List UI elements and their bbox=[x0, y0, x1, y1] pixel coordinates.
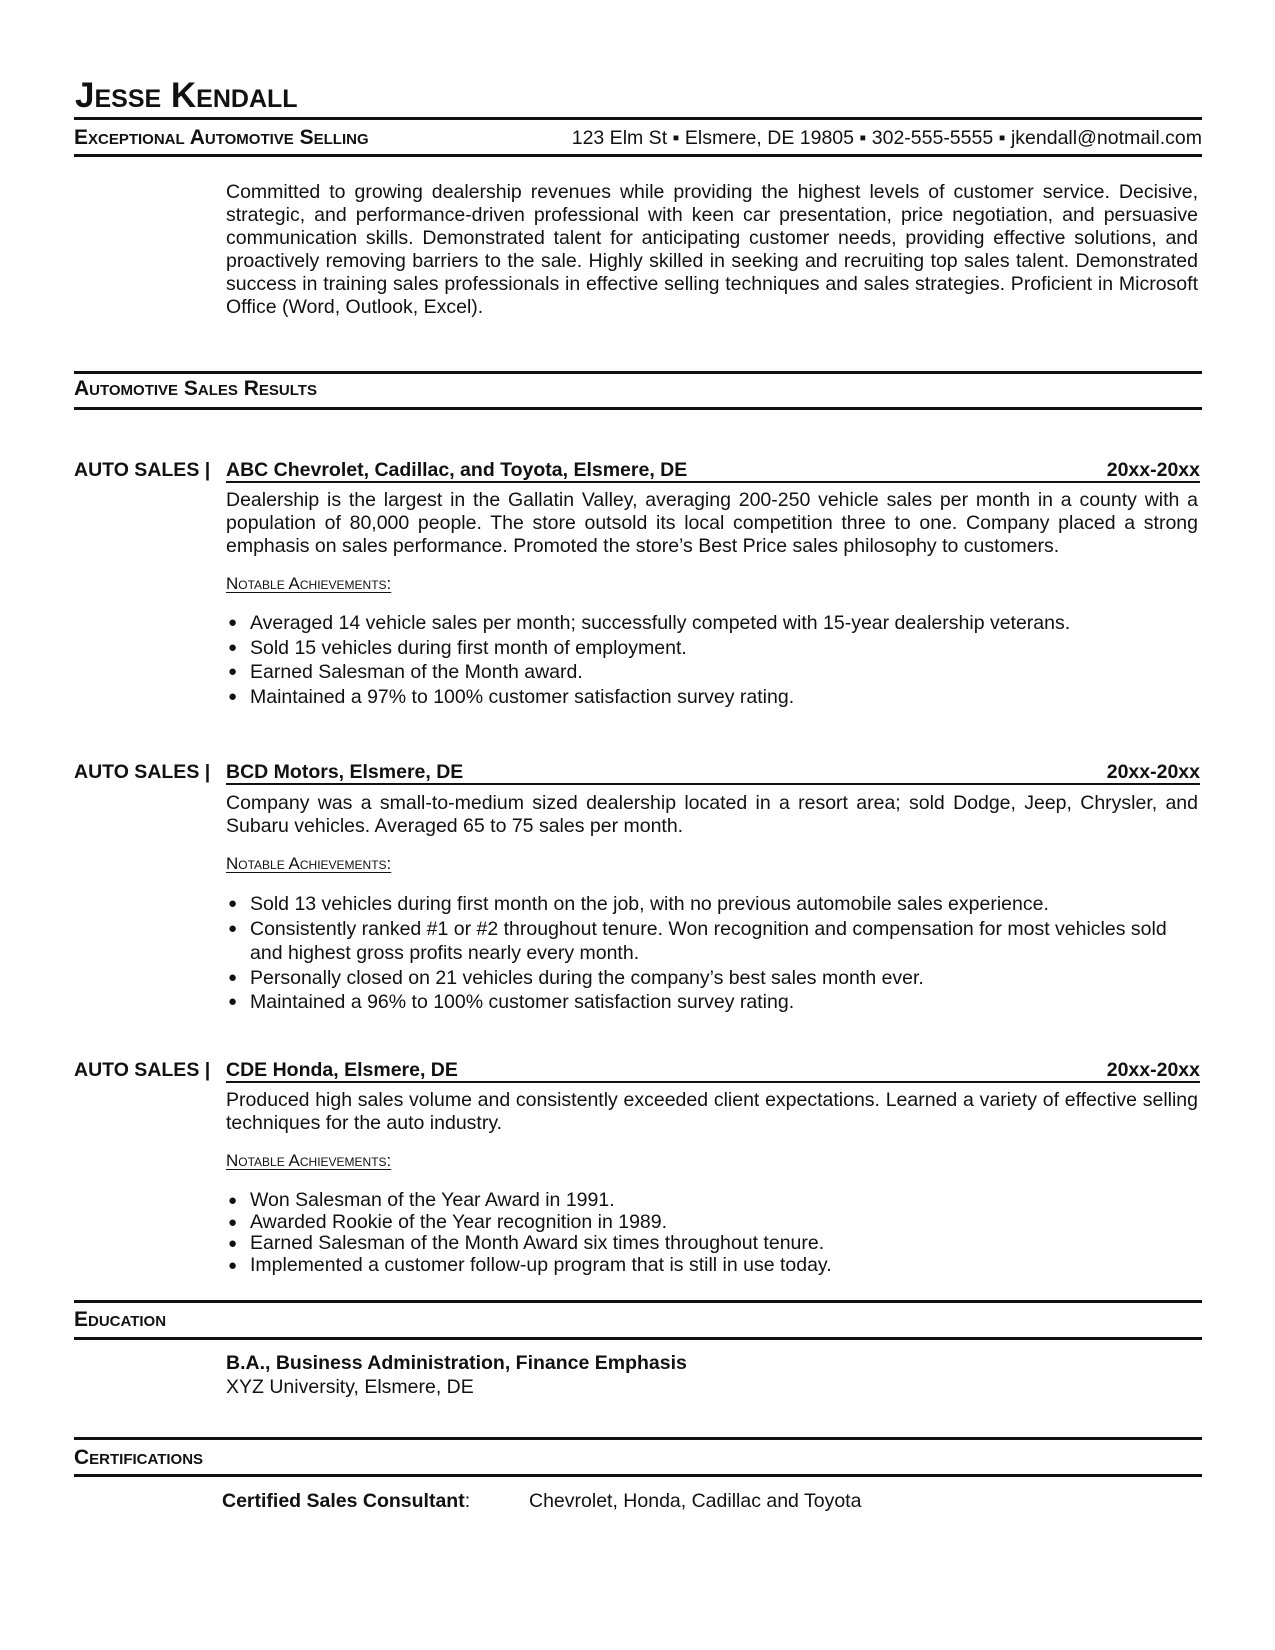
job-dates: 20xx-20xx bbox=[1106, 1059, 1200, 1081]
certification-value: Chevrolet, Honda, Cadillac and Toyota bbox=[529, 1490, 862, 1512]
section-rule-top bbox=[74, 371, 1202, 374]
list-item: ● Consistently ranked #1 or #2 throughout tenure. Won recognition and compensation for most vehicles sold and highest gross profits nearly every month. bbox=[228, 917, 1167, 964]
job-role: AUTO SALES | bbox=[74, 459, 211, 481]
separator-icon: ▪ bbox=[859, 127, 867, 149]
separator-icon: ▪ bbox=[998, 127, 1006, 149]
job-header bbox=[74, 761, 1200, 783]
bullet-icon: ● bbox=[228, 968, 238, 986]
resume-name: Jesse Kendall bbox=[75, 76, 298, 115]
section-rule-top bbox=[74, 1300, 1202, 1303]
bullet-icon: ● bbox=[228, 1192, 238, 1209]
job-description: Produced high sales volume and consistently exceeded client expectations. Learned a variety of effective selling techniques for the auto industry. bbox=[226, 1089, 1198, 1134]
job-title-underline bbox=[226, 761, 1200, 785]
section-heading-certifications: Certifications bbox=[74, 1446, 204, 1469]
list-item: ● Earned Salesman of the Month Award six times throughout tenure. bbox=[228, 1232, 825, 1254]
job-dates: 20xx-20xx bbox=[1106, 459, 1200, 481]
job-header bbox=[74, 459, 1200, 481]
bullet-icon: ● bbox=[228, 614, 238, 631]
bullet-icon: ● bbox=[228, 919, 238, 937]
bullet-icon: ● bbox=[228, 1235, 238, 1252]
job-title-underline bbox=[226, 1059, 1200, 1083]
resume-subtitle: Exceptional Automotive Selling bbox=[74, 126, 369, 149]
contact-email[interactable]: jkendall@notmail.com bbox=[1010, 127, 1202, 149]
contact-phone: 302-555-5555 bbox=[871, 127, 994, 149]
section-heading-results: Automotive Sales Results bbox=[74, 377, 317, 400]
section-heading-education: Education bbox=[74, 1308, 167, 1331]
bullet-icon: ● bbox=[228, 638, 238, 656]
list-item: ● Maintained a 97% to 100% customer satisfaction survey rating. bbox=[228, 685, 795, 708]
section-rule-bottom bbox=[74, 1474, 1202, 1477]
list-item: ● Averaged 14 vehicle sales per month; successfully competed with 15-year dealership veterans. bbox=[228, 612, 1071, 634]
list-item: ● Maintained a 96% to 100% customer satisfaction survey rating. bbox=[228, 991, 795, 1013]
contact-city: Elsmere, DE 19805 bbox=[684, 127, 854, 149]
job-description: Dealership is the largest in the Gallatin Valley, averaging 200-250 vehicle sales per month in a county with a population of 80,000 people. The store outsold its local competition three to one. Company placed a strong emphasis on sales performance. Promoted the store’s Best Price sales philosophy to customers. bbox=[226, 489, 1198, 557]
header-top-rule bbox=[74, 117, 1202, 120]
job-header bbox=[74, 1059, 1200, 1081]
job-title-underline bbox=[226, 459, 1200, 483]
section-rule-bottom bbox=[74, 407, 1202, 410]
list-item: ● Awarded Rookie of the Year recognition in 1989. bbox=[228, 1210, 668, 1233]
notable-achievements-label: Notable Achievements: bbox=[226, 854, 392, 873]
education-degree: B.A., Business Administration, Finance Emphasis bbox=[226, 1352, 687, 1374]
summary-paragraph: Committed to growing dealership revenues while providing the highest levels of customer service. Decisive, strategic, and performance-driven professional with keen car presentation, price negotiation, and persuasive communication skills. Demonstrated talent for anticipating customer needs, providing effective solutions, and proactively removing barriers to the sale. Highly skilled in seeking and recruiting top sales talent. Demonstrated success in training sales professionals in effective selling techniques and sales strategies. Proficient in Microsoft Office (Word, Outlook, Excel). bbox=[226, 181, 1198, 318]
education-school: XYZ University, Elsmere, DE bbox=[226, 1376, 474, 1398]
section-rule-bottom bbox=[74, 1337, 1202, 1340]
list-item: ● Personally closed on 21 vehicles during the company’s best sales month ever. bbox=[228, 966, 924, 989]
achievements-list bbox=[226, 892, 1198, 1015]
list-item: ● Sold 15 vehicles during first month of employment. bbox=[228, 636, 687, 659]
header-bottom-rule bbox=[74, 154, 1202, 157]
job-description: Company was a small-to-medium sized dealership located in a resort area; sold Dodge, Jeep, Chrysler, and Subaru vehicles. Averaged 65 to 75 sales per month. bbox=[226, 792, 1198, 837]
job-company: ABC Chevrolet, Cadillac, and Toyota, Elsmere, DE bbox=[226, 459, 688, 481]
contact-address: 123 Elm St bbox=[571, 127, 668, 149]
list-item: ● Earned Salesman of the Month award. bbox=[228, 661, 583, 683]
list-item: ● Won Salesman of the Year Award in 1991. bbox=[228, 1189, 615, 1211]
notable-achievements-label: Notable Achievements: bbox=[226, 574, 392, 593]
certification-label: Certified Sales Consultant: bbox=[222, 1490, 471, 1512]
contact-line bbox=[572, 126, 1202, 150]
job-company: CDE Honda, Elsmere, DE bbox=[226, 1059, 458, 1081]
achievements-list bbox=[226, 611, 1198, 709]
bullet-icon: ● bbox=[228, 1256, 238, 1274]
job-dates: 20xx-20xx bbox=[1106, 761, 1200, 783]
list-item: ● Implemented a customer follow-up program that is still in use today. bbox=[228, 1253, 832, 1276]
bullet-icon: ● bbox=[228, 663, 238, 680]
achievements-list bbox=[226, 1190, 1198, 1276]
bullet-icon: ● bbox=[228, 895, 238, 912]
job-company: BCD Motors, Elsmere, DE bbox=[226, 761, 464, 783]
list-item: ● Sold 13 vehicles during first month on the job, with no previous automobile sales experience. bbox=[228, 893, 1049, 915]
job-role: AUTO SALES | bbox=[74, 761, 211, 783]
bullet-icon: ● bbox=[228, 1213, 238, 1231]
job-role: AUTO SALES | bbox=[74, 1059, 211, 1081]
section-rule-top bbox=[74, 1437, 1202, 1440]
bullet-icon: ● bbox=[228, 993, 238, 1010]
notable-achievements-label: Notable Achievements: bbox=[226, 1151, 392, 1170]
separator-icon: ▪ bbox=[672, 127, 680, 149]
bullet-icon: ● bbox=[228, 687, 238, 705]
